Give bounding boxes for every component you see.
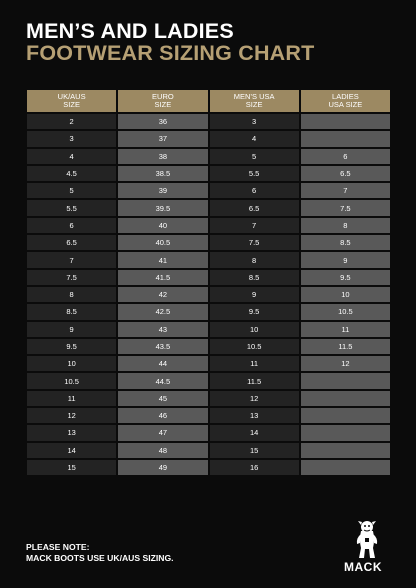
table-header-row [27,90,390,112]
table-cell: 40.5 [118,235,207,250]
table-cell: 9.5 [27,339,116,354]
table-cell [301,408,390,423]
table-row [27,114,390,129]
table-cell [301,425,390,440]
column-header-line: LADIES [332,92,359,101]
note-heading: PLEASE NOTE: [26,542,90,552]
table-cell: 7 [301,183,390,198]
table-cell: 3 [27,131,116,146]
table-cell: 5 [27,183,116,198]
table-cell: 16 [210,460,299,475]
table-cell [301,373,390,388]
table-cell: 39 [118,183,207,198]
table-cell: 15 [210,443,299,458]
table-row [27,339,390,354]
table-cell: 6 [27,218,116,233]
column-header [301,90,390,112]
table-cell: 6.5 [301,166,390,181]
table-cell: 8.5 [210,270,299,285]
table-cell: 49 [118,460,207,475]
table-cell: 8 [210,252,299,267]
table-cell: 9.5 [301,270,390,285]
sizing-note [26,542,174,564]
table-cell: 8.5 [27,304,116,319]
table-cell: 47 [118,425,207,440]
table-cell: 12 [210,391,299,406]
table-cell: 9 [210,287,299,302]
table-row [27,235,390,250]
table-cell: 2 [27,114,116,129]
table-cell: 11 [301,322,390,337]
table-cell: 4.5 [27,166,116,181]
bulldog-icon [330,518,396,562]
table-row [27,252,390,267]
table-cell: 10 [27,356,116,371]
table-cell: 43.5 [118,339,207,354]
note-text: MACK BOOTS USE UK/AUS SIZING. [26,553,174,563]
table-cell: 9.5 [210,304,299,319]
table-cell: 5 [210,149,299,164]
table-cell: 5.5 [27,200,116,215]
table-cell: 10.5 [301,304,390,319]
logo-wordmark: MACK [344,560,382,574]
title-line-2: FOOTWEAR SIZING CHART [26,41,315,65]
table-cell: 10 [210,322,299,337]
table-body [27,114,390,475]
title-line-1: MEN’S AND LADIES [26,19,234,43]
table-cell [301,131,390,146]
table-cell: 10.5 [27,373,116,388]
table-cell: 4 [210,131,299,146]
chart-title [26,20,314,65]
table-cell: 7.5 [27,270,116,285]
table-cell: 9 [27,322,116,337]
table-cell: 6 [210,183,299,198]
table-cell [301,443,390,458]
table-cell: 48 [118,443,207,458]
table-cell: 4 [27,149,116,164]
table-cell: 45 [118,391,207,406]
column-header-line: SIZE [245,100,263,109]
table-cell: 11 [27,391,116,406]
column-header [118,90,207,112]
table-row [27,356,390,371]
table-cell: 3 [210,114,299,129]
table-cell: 11 [210,356,299,371]
column-header-line: MEN’S USA [233,92,275,101]
table-cell: 46 [118,408,207,423]
table-cell: 6.5 [210,200,299,215]
table-row [27,460,390,475]
table-cell: 36 [118,114,207,129]
table-cell [301,114,390,129]
table-row [27,391,390,406]
table-cell: 6 [301,149,390,164]
table-row [27,200,390,215]
table-row [27,149,390,164]
table-cell: 40 [118,218,207,233]
table-cell: 38 [118,149,207,164]
table-cell: 43 [118,322,207,337]
table-cell: 9 [301,252,390,267]
column-header-line: EURO [152,92,174,101]
table-cell: 7 [27,252,116,267]
table-cell: 12 [301,356,390,371]
table-row [27,304,390,319]
table-cell: 7.5 [210,235,299,250]
table-cell: 15 [27,460,116,475]
table-cell: 6.5 [27,235,116,250]
sizing-table [25,88,392,477]
table-cell: 5.5 [210,166,299,181]
table-cell: 42 [118,287,207,302]
column-header [27,90,116,112]
table-row [27,408,390,423]
table-cell: 44.5 [118,373,207,388]
table-row [27,270,390,285]
table-cell: 14 [27,443,116,458]
column-header-line: USA SIZE [328,100,363,109]
table-cell: 42.5 [118,304,207,319]
table-cell [301,460,390,475]
table-cell: 8 [301,218,390,233]
table-row [27,166,390,181]
table-cell: 12 [27,408,116,423]
column-header-line: UK/AUS [57,92,86,101]
table-cell: 41 [118,252,207,267]
mack-logo [330,518,396,574]
table-cell: 14 [210,425,299,440]
table-cell: 11.5 [301,339,390,354]
table-row [27,425,390,440]
table-cell: 8.5 [301,235,390,250]
table-row [27,183,390,198]
table-row [27,218,390,233]
table-cell: 10 [301,287,390,302]
table-row [27,443,390,458]
table-cell: 7 [210,218,299,233]
table-cell [301,391,390,406]
column-header [210,90,299,112]
table-cell: 41.5 [118,270,207,285]
table-cell: 38.5 [118,166,207,181]
table-row [27,131,390,146]
table-row [27,287,390,302]
table-cell: 44 [118,356,207,371]
column-header-line: SIZE [63,100,80,109]
table-row [27,373,390,388]
table-cell: 8 [27,287,116,302]
table-cell: 37 [118,131,207,146]
table-row [27,322,390,337]
table-cell: 13 [27,425,116,440]
table-cell: 39.5 [118,200,207,215]
table-cell: 7.5 [301,200,390,215]
table-cell: 11.5 [210,373,299,388]
table-cell: 10.5 [210,339,299,354]
table-cell: 13 [210,408,299,423]
column-header-line: SIZE [154,100,172,109]
